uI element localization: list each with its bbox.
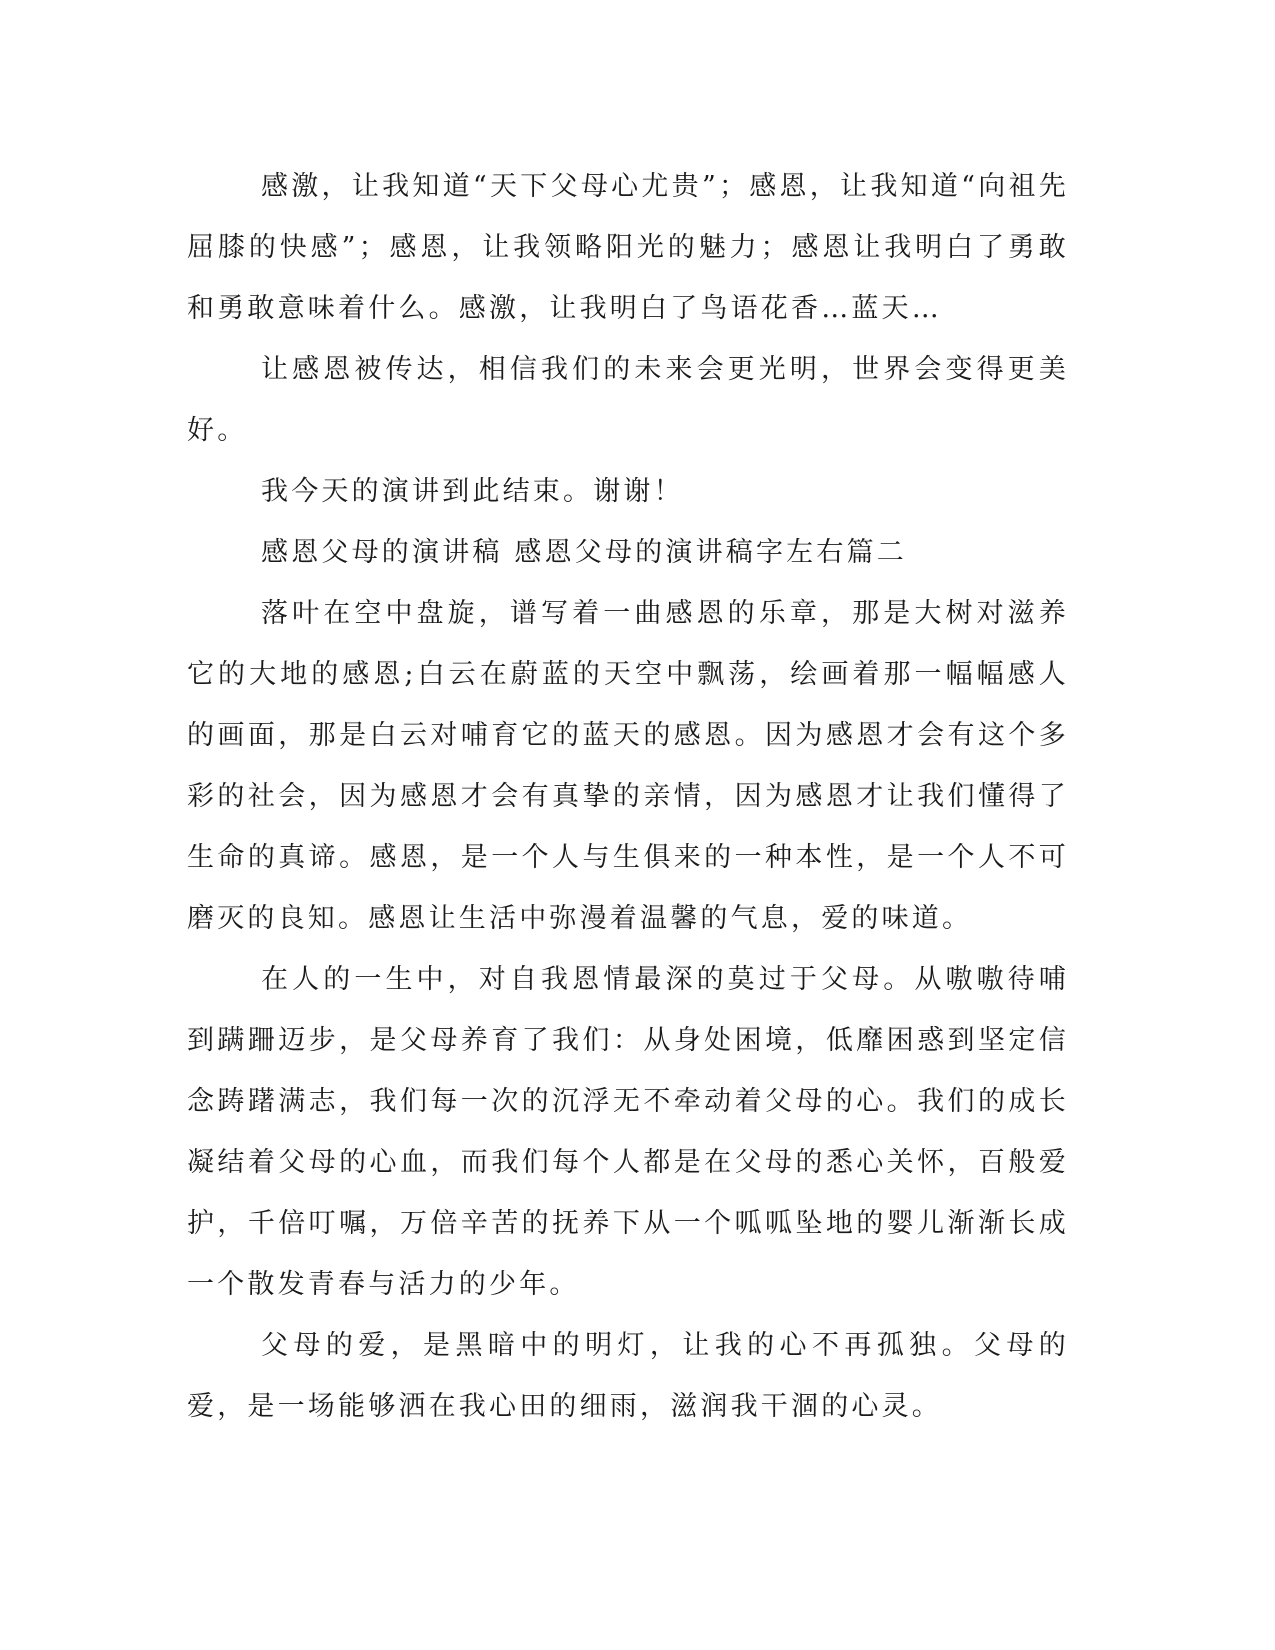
paragraph-parents-upbringing: 在人的一生中，对自我恩情最深的莫过于父母。从嗷嗷待哺到蹒跚迈步，是父母养育了我们：从身处困境，低靡困惑到坚定信念踌躇满志，我们每一次的沉浮无不牵动着父母的心。我们的成长凝结着父母的心血，而我们每个人都是在父母的悉心关怀，百般爱护，千倍叮嘱，万倍辛苦的抚养下从一个呱呱坠地的婴儿渐渐长成一个散发青春与活力的少年。 [187,964,1069,1300]
paragraph-parents-love: 父母的爱，是黑暗中的明灯，让我的心不再孤独。父母的爱，是一场能够洒在我心田的细雨，滋润我干涸的心灵。 [187,1330,1069,1422]
paragraph-falling-leaves: 落叶在空中盘旋，谱写着一曲感恩的乐章，那是大树对滋养它的大地的感恩;白云在蔚蓝的天空中飘荡，绘画着那一幅幅感人的画面，那是白云对哺育它的蓝天的感恩。因为感恩才会有这个多彩的社会，因为感恩才会有真挚的亲情，因为感恩才让我们懂得了生命的真谛。感恩，是一个人与生俱来的一种本性，是一个人不可磨灭的良知。感恩让生活中弥漫着温馨的气息，爱的味道。 [187,598,1069,934]
paragraph-pass-on-gratitude: 让感恩被传达，相信我们的未来会更光明，世界会变得更美好。 [187,354,1069,446]
section-heading: 感恩父母的演讲稿 感恩父母的演讲稿字左右篇二 [261,537,907,568]
document-body [187,156,1069,1437]
paragraph-speech-closing: 我今天的演讲到此结束。谢谢！ [261,476,684,507]
paragraph-gratitude-meaning: 感激，让我知道“天下父母心尤贵”；感恩，让我知道“向祖先屈膝的快感”；感恩，让我领略阳光的魅力；感恩让我明白了勇敢和勇敢意味着什么。感激，让我明白了鸟语花香…蓝天… [187,171,1069,324]
